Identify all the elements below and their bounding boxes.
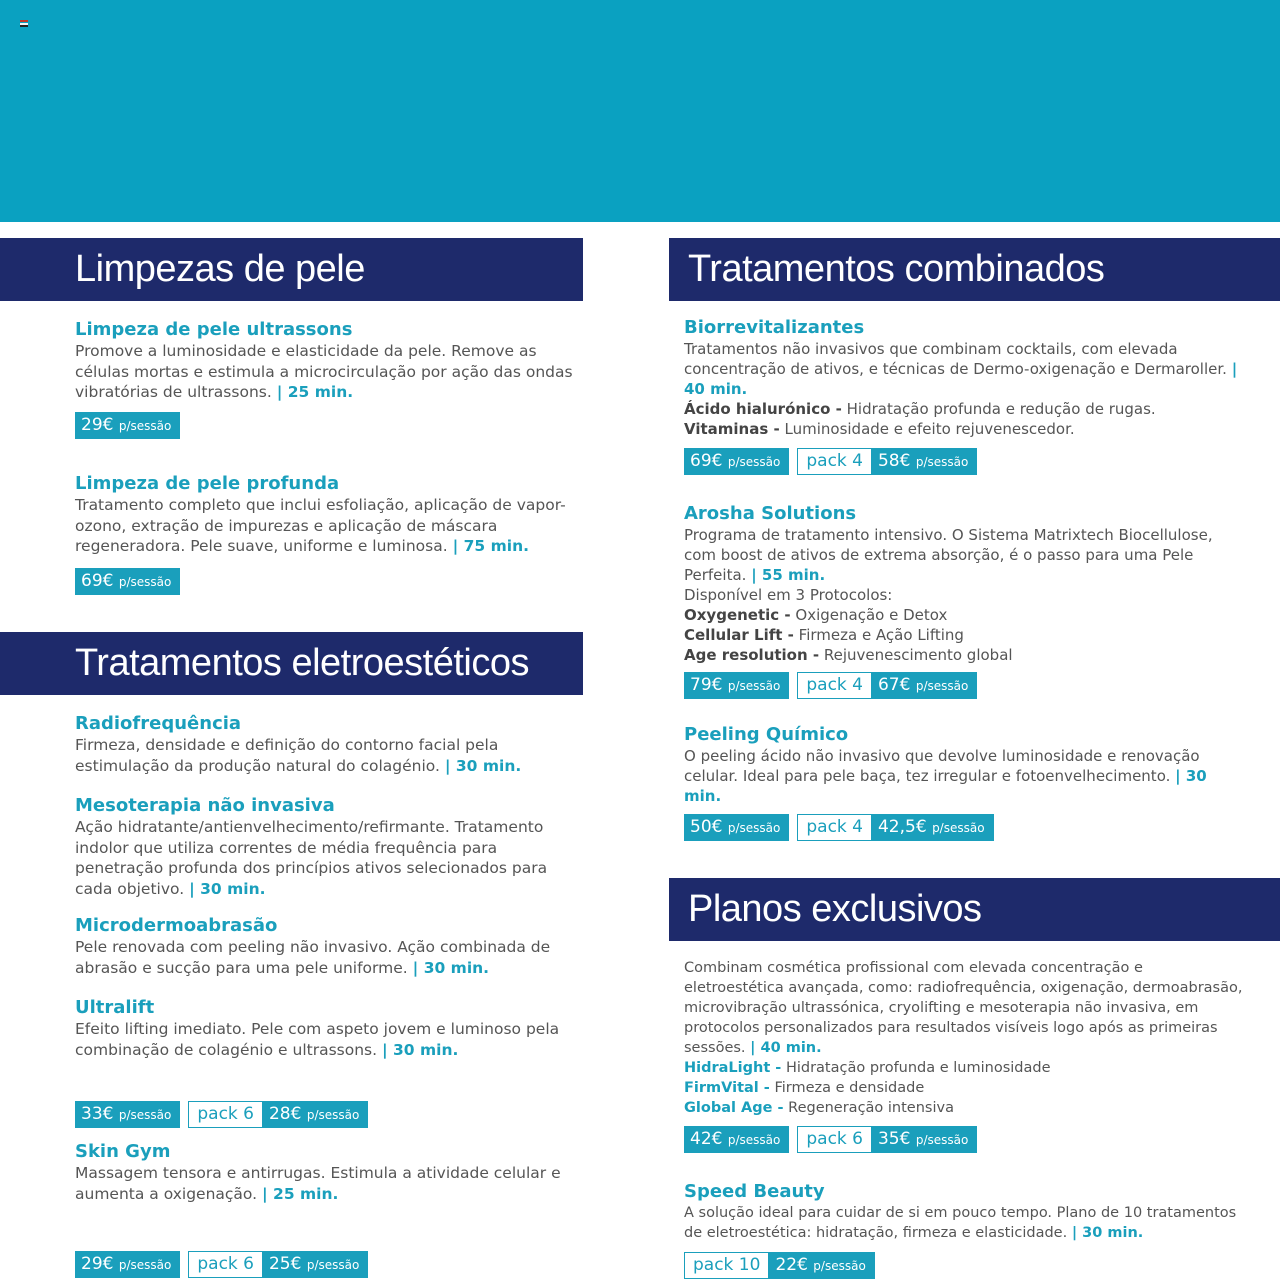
price-tag: 33€ p/sessão (75, 1101, 180, 1128)
treatment-title: Skin Gym (75, 1141, 171, 1162)
pack-price-tag: 35€ p/sessão (872, 1126, 977, 1153)
plan-speed-beauty: Speed Beauty A solução ideal para cuidar de si em pouco tempo. Plano de 10 tratamentos de eletroestética: hidratação, firmeza e elasticidade. | 30 min. (684, 1181, 1244, 1243)
treatment-ultrassons: Limpeza de pele ultrassons Promove a luminosidade e elasticidade da pele. Remove as células mortas e estimula a microcirculação por ação das ondas vibratórias de ultrassons. | 25 min. (75, 319, 580, 403)
pack-label: pack 6 (188, 1251, 263, 1278)
treatment-title: Biorrevitalizantes (684, 317, 865, 338)
treatment-peeling: Peeling Químico O peeling ácido não invasivo que devolve luminosidade e renovação celular. Ideal para pele baça, tez irregular e fotoenvelhecimento. | 30 min. (684, 724, 1244, 806)
section-title-eletro: Tratamentos eletroestéticos (0, 632, 583, 695)
section-title-planos: Planos exclusivos (669, 878, 1280, 941)
pack-label: pack 6 (188, 1101, 263, 1128)
price-row-planos (684, 1126, 977, 1153)
plan-exclusivos: Combinam cosmética profissional com elevada concentração e eletroestética avançada, como: radiofrequência, oxigenação, dermoabrasão, microvibração ultrassónica, cryolifting e mesoterapia não invasiva, em protocolos personalizados para resultados visíveis logo após as primeiras sessões. | 40 min. HidraLight - Hidratação profunda e luminosidade FirmVital - Firmeza e densidade Global Age - Regeneração intensiva (684, 960, 1243, 1116)
price-tag: 42€ p/sessão (684, 1126, 789, 1153)
treatment-skingym: Skin Gym Massagem tensora e antirrugas. Estimula a atividade celular e aumenta a oxigenação. | 25 min. (75, 1141, 585, 1204)
treatment-radio: Radiofrequência Firmeza, densidade e definição do contorno facial pela estimulação da produção natural do colagénio. | 30 min. (75, 713, 580, 776)
price-row-ultrassons (75, 412, 180, 439)
pack-label: pack 4 (797, 672, 872, 699)
treatment-title: Peeling Químico (684, 724, 849, 745)
treatment-profunda: Limpeza de pele profunda Tratamento completo que inclui esfoliação, aplicação de vapor-ozono, extração de impurezas e aplicação de máscara regeneradora. Pele suave, uniforme e luminosa. | 75 min. (75, 473, 580, 557)
price-tag: 29€ p/sessão (75, 412, 180, 439)
pack-price-tag: 58€ p/sessão (872, 448, 977, 475)
treatment-title: Limpeza de pele profunda (75, 473, 340, 494)
treatment-title: Ultralift (75, 997, 155, 1018)
pack-price-tag: 28€ p/sessão (263, 1101, 368, 1128)
pack-label: pack 4 (797, 814, 872, 841)
price-tag: 69€ p/sessão (684, 448, 789, 475)
price-tag: 79€ p/sessão (684, 672, 789, 699)
price-tag: 69€ p/sessão (75, 568, 180, 595)
pack-label: pack 4 (797, 448, 872, 475)
top-banner (0, 0, 1280, 222)
price-row-arosha (684, 672, 977, 699)
treatment-meso: Mesoterapia não invasiva Ação hidratante/antienvelhecimento/refirmante. Tratamento indolor que utiliza correntes de média frequência para penetração profunda dos princípios ativos selecionados para cada objetivo. | 30 min. (75, 795, 585, 899)
treatment-ultralift: Ultralift Efeito lifting imediato. Pele com aspeto jovem e luminoso pela combinação de colagénio e ultrassons. | 30 min. (75, 997, 580, 1060)
price-row-profunda (75, 568, 180, 595)
treatment-title: Microdermoabrasão (75, 915, 278, 936)
price-row-ultralift (75, 1101, 368, 1128)
pack-price-tag: 25€ p/sessão (263, 1251, 368, 1278)
section-title-limpezas: Limpezas de pele (0, 238, 583, 301)
pack-label: pack 6 (797, 1126, 872, 1153)
price-tag: 29€ p/sessão (75, 1251, 180, 1278)
section-title-combinados: Tratamentos combinados (669, 238, 1280, 301)
pack-price-tag: 67€ p/sessão (872, 672, 977, 699)
price-row-skingym (75, 1251, 368, 1278)
pack-price-tag: 22€ p/sessão (769, 1252, 874, 1279)
price-row-peeling (684, 814, 994, 841)
treatment-biorrev: Biorrevitalizantes Tratamentos não invasivos que combinam cocktails, com elevada concentração de ativos, e técnicas de Dermo-oxigenação e Dermaroller. | 40 min. Ácido hialurónico - Hidratação profunda e redução de rugas. Vitaminas - Luminosidade e efeito rejuvenescedor. (684, 317, 1244, 439)
flag-icon (20, 20, 28, 27)
price-row-speed (684, 1252, 875, 1279)
treatment-arosha: Arosha Solutions Programa de tratamento intensivo. O Sistema Matrixtech Biocellulose, com boost de ativos de extrema absorção, é o passo para uma Pele Perfeita. | 55 min. Disponível em 3 Protocolos: Oxygenetic - Oxigenação e Detox Cellular Lift - Firmeza e Ação Lifting Age resolution - Rejuvenescimento global (684, 503, 1244, 665)
treatment-title: Radiofrequência (75, 713, 242, 734)
price-tag: 50€ p/sessão (684, 814, 789, 841)
pack-label: pack 10 (684, 1252, 769, 1279)
treatment-title: Speed Beauty (684, 1181, 825, 1202)
treatment-title: Arosha Solutions (684, 503, 857, 524)
price-row-biorrev (684, 448, 977, 475)
pack-price-tag: 42,5€ p/sessão (872, 814, 994, 841)
treatment-title: Limpeza de pele ultrassons (75, 319, 353, 340)
treatment-title: Mesoterapia não invasiva (75, 795, 335, 816)
treatment-micro: Microdermoabrasão Pele renovada com peeling não invasivo. Ação combinada de abrasão e sucção para uma pele uniforme. | 30 min. (75, 915, 580, 978)
